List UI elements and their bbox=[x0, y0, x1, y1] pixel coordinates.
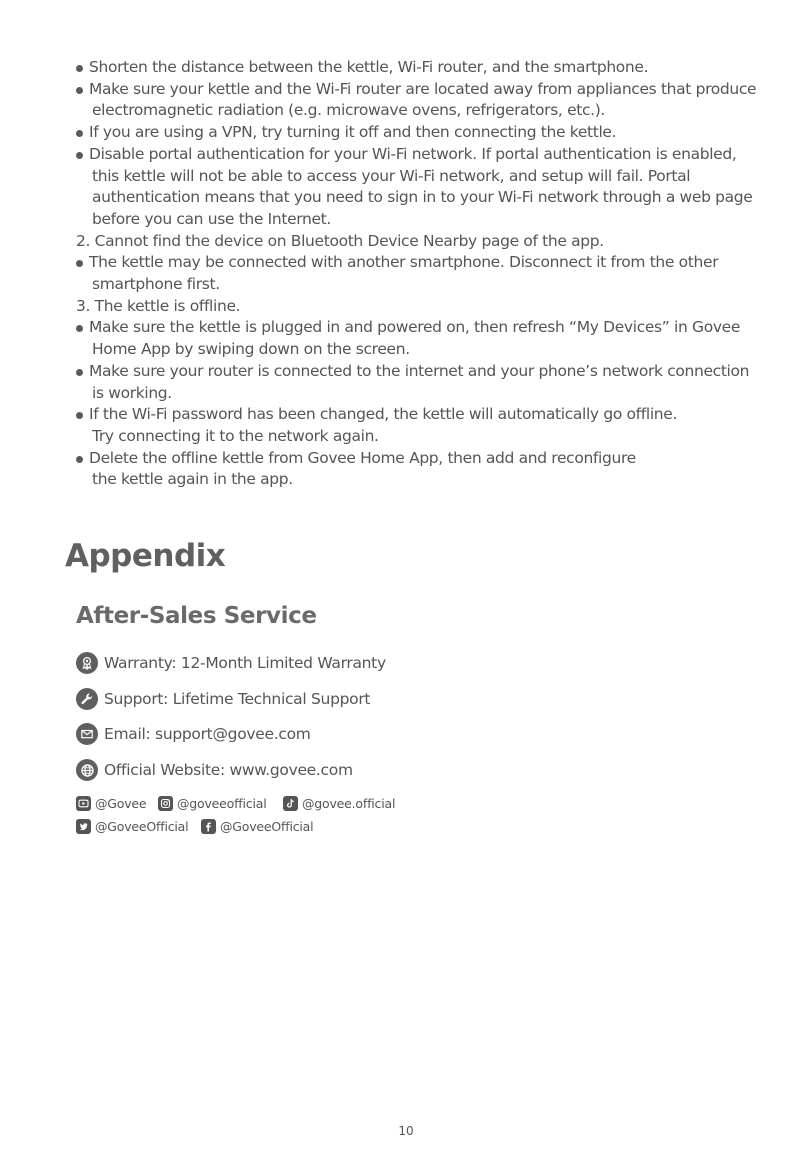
warranty-row bbox=[76, 652, 386, 674]
social-facebook[interactable] bbox=[201, 819, 313, 834]
tip-bullet-line: Delete the offline kettle from Govee Home App, then add and reconfigure bbox=[76, 448, 776, 470]
instagram-icon bbox=[158, 796, 173, 811]
tip-bullet-line: Shorten the distance between the kettle, Wi-Fi router, and the smartphone. bbox=[76, 57, 776, 79]
website-row bbox=[76, 759, 353, 781]
envelope-icon bbox=[76, 723, 98, 745]
tip-continuation-line: Try connecting it to the network again. bbox=[92, 426, 379, 445]
bullet-dot bbox=[76, 369, 83, 376]
tip-bullet-line: Make sure your kettle and the Wi-Fi router are located away from appliances that produce bbox=[76, 79, 776, 101]
globe-icon bbox=[76, 759, 98, 781]
youtube-handle: @Govee bbox=[95, 796, 147, 811]
wrench-icon bbox=[76, 688, 98, 710]
bullet-dot bbox=[76, 325, 83, 332]
tip-continuation-line: this kettle will not be able to access your Wi-Fi network, and setup will fail. Portal bbox=[92, 166, 691, 185]
troubleshooting-list bbox=[76, 57, 776, 491]
bullet-dot bbox=[76, 152, 83, 159]
tip-continuation-line: the kettle again in the app. bbox=[92, 470, 293, 489]
youtube-icon bbox=[76, 796, 91, 811]
social-tiktok[interactable] bbox=[283, 796, 395, 811]
tip-bullet-line: The kettle may be connected with another smartphone. Disconnect it from the other bbox=[76, 252, 776, 274]
website-text[interactable]: Official Website: www.govee.com bbox=[104, 761, 353, 779]
tip-continuation-line: before you can use the Internet. bbox=[92, 209, 331, 228]
bullet-dot bbox=[76, 65, 83, 72]
tiktok-icon bbox=[283, 796, 298, 811]
social-instagram[interactable] bbox=[158, 796, 266, 811]
facebook-handle: @GoveeOfficial bbox=[220, 819, 314, 834]
support-row bbox=[76, 688, 370, 710]
tip-bullet-line: Make sure the kettle is plugged in and powered on, then refresh “My Devices” in Govee bbox=[76, 317, 776, 339]
tip-bullet-line: If you are using a VPN, try turning it off and then connecting the kettle. bbox=[76, 122, 776, 144]
warranty-badge-icon bbox=[76, 652, 98, 674]
bullet-dot bbox=[76, 130, 83, 137]
instagram-handle: @goveeofficial bbox=[177, 796, 267, 811]
tiktok-handle: @govee.official bbox=[302, 796, 396, 811]
tip-continuation-line: is working. bbox=[92, 383, 172, 402]
tip-bullet-line: Disable portal authentication for your Wi-Fi network. If portal authentication is enabled, bbox=[76, 144, 776, 166]
tip-continuation-line: authentication means that you need to sign in to your Wi-Fi network through a web page bbox=[92, 188, 753, 207]
after-sales-title: After-Sales Service bbox=[76, 603, 317, 629]
bullet-dot bbox=[76, 412, 83, 419]
email-row bbox=[76, 723, 311, 745]
bullet-dot bbox=[76, 456, 83, 463]
support-text: Support: Lifetime Technical Support bbox=[104, 690, 371, 708]
appendix-title: Appendix bbox=[65, 538, 226, 574]
tip-continuation-line: Home App by swiping down on the screen. bbox=[92, 340, 410, 359]
social-twitter[interactable] bbox=[76, 819, 188, 834]
warranty-text: Warranty: 12-Month Limited Warranty bbox=[104, 654, 386, 672]
bullet-dot bbox=[76, 87, 83, 94]
page-number: 10 bbox=[398, 1124, 414, 1138]
tip-continuation-line: electromagnetic radiation (e.g. microwave ovens, refrigerators, etc.). bbox=[92, 101, 606, 120]
social-youtube[interactable] bbox=[76, 796, 146, 811]
issue-heading: 3. The kettle is offline. bbox=[76, 296, 241, 315]
email-text[interactable]: Email: support@govee.com bbox=[104, 725, 311, 743]
tip-continuation-line: smartphone first. bbox=[92, 275, 220, 294]
tip-bullet-line: Make sure your router is connected to the internet and your phone’s network connection bbox=[76, 361, 776, 383]
facebook-icon bbox=[201, 819, 216, 834]
issue-heading: 2. Cannot find the device on Bluetooth Device Nearby page of the app. bbox=[76, 231, 604, 250]
bullet-dot bbox=[76, 260, 83, 267]
twitter-handle: @GoveeOfficial bbox=[95, 819, 189, 834]
tip-bullet-line: If the Wi-Fi password has been changed, the kettle will automatically go offline. bbox=[76, 404, 776, 426]
twitter-icon bbox=[76, 819, 91, 834]
